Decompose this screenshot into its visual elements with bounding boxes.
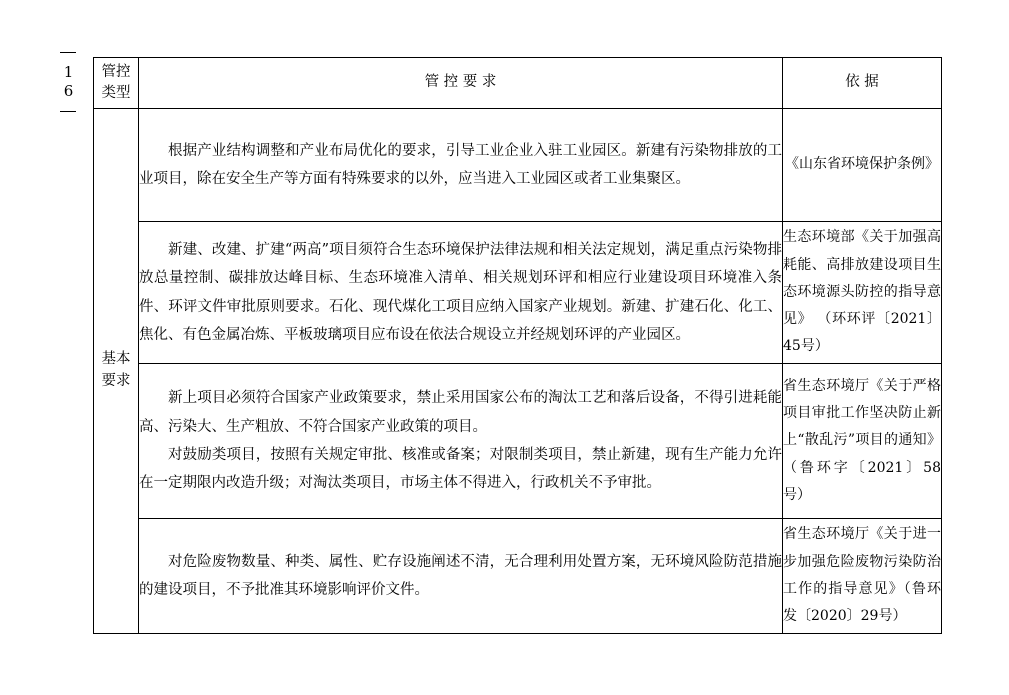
cell-requirement (139, 519, 783, 634)
table-row (94, 364, 942, 519)
page-number-marker (48, 52, 88, 162)
basis-text: 生态环境部《关于加强高耗能、高排放建设项目生态环境源头防控的指导意见》 （环环评〔2021〕45号） (783, 229, 941, 355)
type-group-line2: 要求 (101, 373, 131, 389)
page-marker-dash-top (60, 52, 76, 53)
page-number: 16 (59, 63, 78, 101)
control-requirements-table (93, 57, 942, 634)
requirement-text: 根据产业结构调整和产业布局优化的要求，引导工业企业入驻工业园区。新建有污染物排放的工业项目，除在安全生产等方面有特殊要求的以外，应当进入工业园区或者工业集聚区。 (139, 142, 782, 187)
header-cell-basis (783, 58, 942, 109)
table-row (94, 222, 942, 364)
basis-text: 省生态环境厅《关于严格项目审批工作坚决防止新上“散乱污”项目的通知》 （鲁环字〔2021〕58号） (783, 377, 941, 503)
type-group-line1: 基本 (101, 351, 131, 368)
requirement-text: 新建、改建、扩建“两高”项目须符合生态环境保护法律法规和相关法定规划，满足重点污染物排放总量控制、碳排放达峰目标、生态环境准入清单、相关规划环评和相应行业建设项目环境准入条件、环评文件审批原则要求。石化、现代煤化工项目应纳入国家产业规划。新建、扩建石化、化工、焦化、有色金属冶炼、平板玻璃项目应布设在依法合规设立并经规划环评的产业园区。 (139, 241, 782, 343)
header-type-line2: 类型 (101, 85, 131, 101)
header-cell-requirement (139, 58, 783, 109)
requirement-text-paragraph-2: 对鼓励类项目，按照有关规定审批、核准或备案；对限制类项目，禁止新建，现有生产能力允许在一定期限内改造升级；对淘汰类项目，市场主体不得进入，行政机关不予审批。 (139, 447, 782, 492)
header-type-line1: 管控 (101, 63, 131, 80)
table-row (94, 109, 942, 222)
basis-text: 省生态环境厅《关于进一步加强危险废物污染防治工作的指导意见》（鲁环发〔2020〕29号） (783, 526, 941, 625)
cell-basis (783, 364, 942, 519)
header-requirement-label: 管 控 要 求 (424, 74, 497, 91)
header-cell-type (94, 58, 139, 109)
cell-basis (783, 519, 942, 634)
cell-requirement (139, 222, 783, 364)
table-header-row (94, 58, 942, 109)
cell-requirement (139, 109, 783, 222)
table-row (94, 519, 942, 634)
requirement-text-paragraph-1: 新上项目必须符合国家产业政策要求，禁止采用国家公布的淘汰工艺和落后设备，不得引进耗能高、污染大、生产粗放、不符合国家产业政策的项目。 (139, 390, 782, 435)
cell-basis (783, 109, 942, 222)
page-marker-dash-bottom (60, 111, 76, 112)
header-basis-label: 依 据 (845, 74, 879, 91)
cell-requirement (139, 364, 783, 519)
cell-basis (783, 222, 942, 364)
cell-type-group (94, 109, 139, 634)
requirement-text: 对危险废物数量、种类、属性、贮存设施阐述不清，无合理利用处置方案，无环境风险防范措施的建设项目，不予批准其环境影响评价文件。 (139, 553, 782, 598)
basis-text: 《山东省环境保护条例》 (785, 156, 939, 173)
